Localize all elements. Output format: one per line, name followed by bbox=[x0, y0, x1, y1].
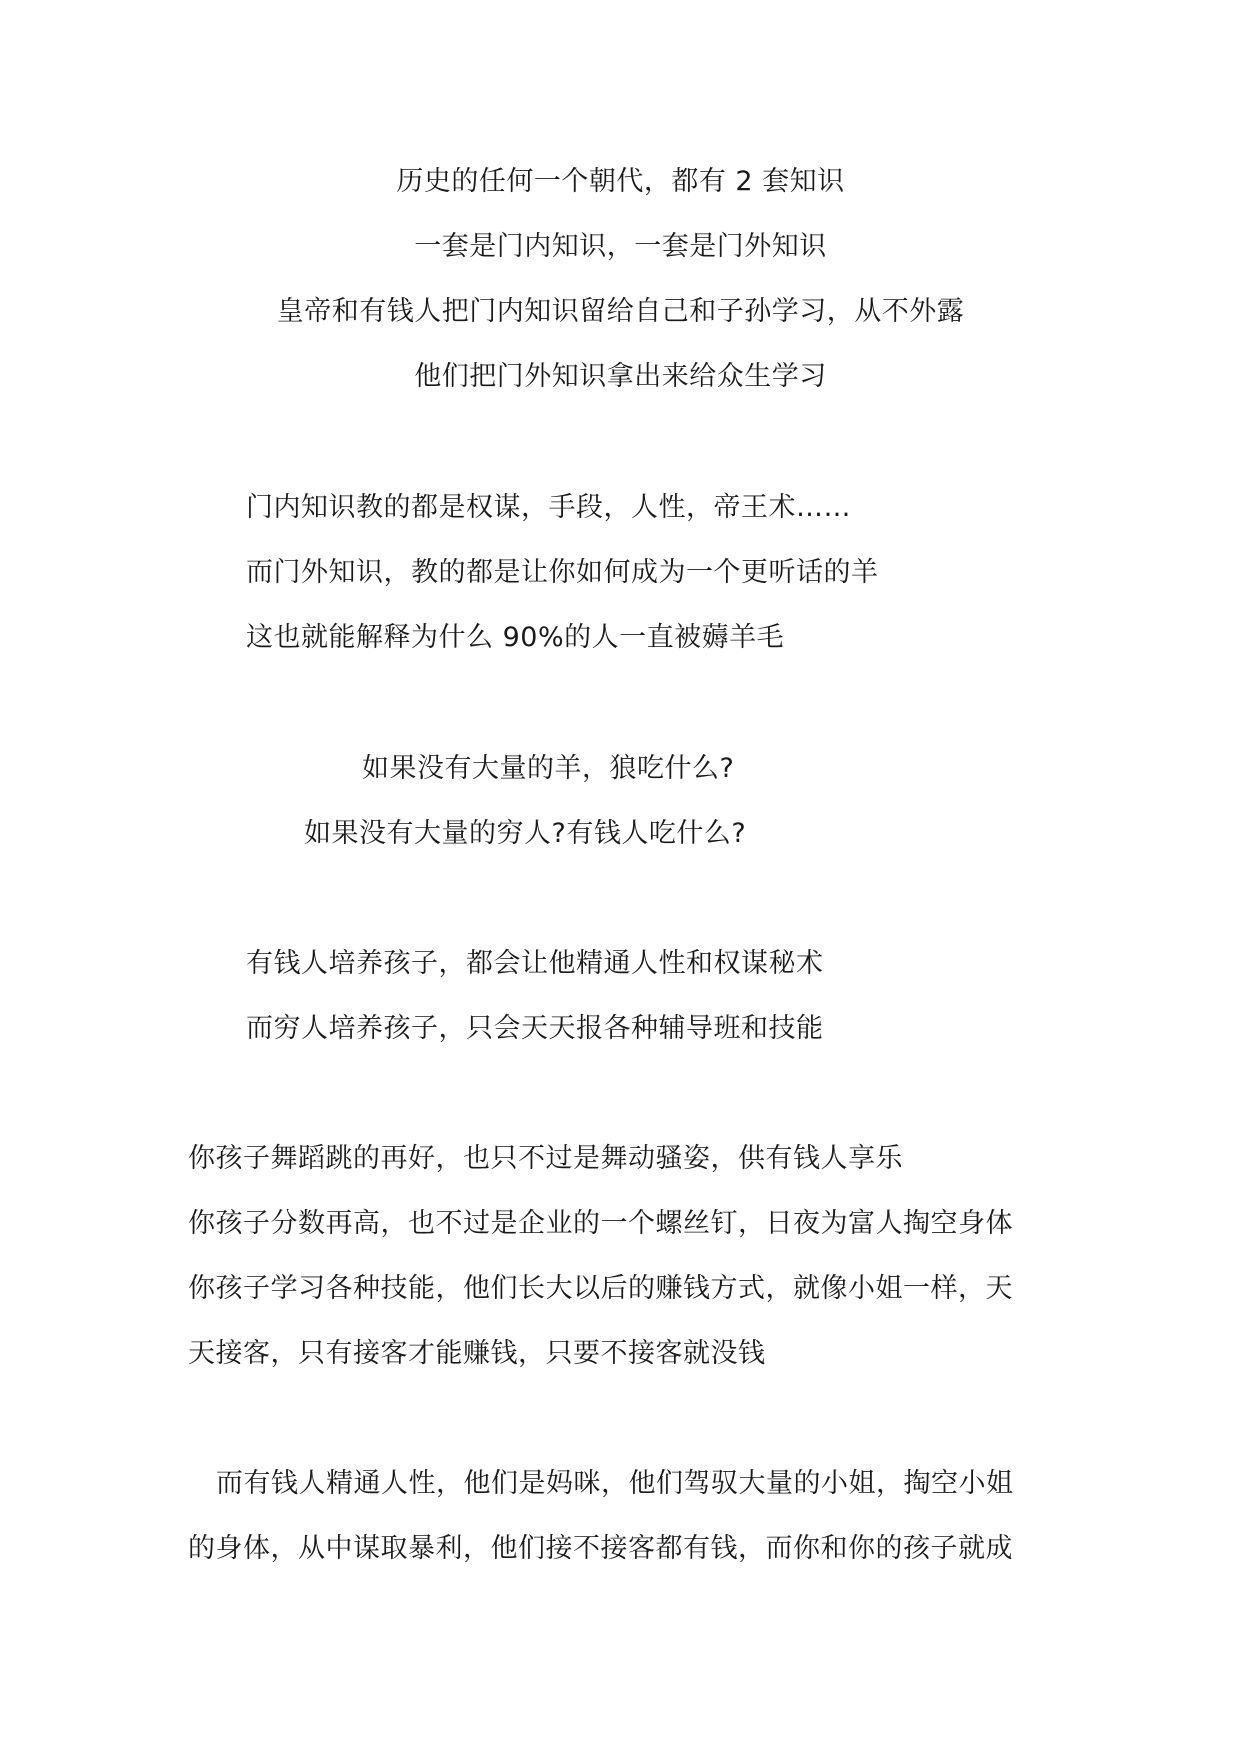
text-line: 皇帝和有钱人把门内知识留给自己和子孙学习，从不外露 bbox=[276, 296, 965, 327]
text-line: 你孩子舞蹈跳的再好，也只不过是舞动骚姿，供有钱人享乐 bbox=[188, 1143, 903, 1174]
text-line: 他们把门外知识拿出来给众生学习 bbox=[414, 361, 827, 392]
text-line: 而穷人培养孩子，只会天天报各种辅导班和技能 bbox=[246, 1013, 824, 1044]
text-line: 的身体，从中谋取暴利，他们接不接客都有钱，而你和你的孩子就成 bbox=[188, 1533, 1013, 1564]
text-line: 如果没有大量的羊，狼吃什么? bbox=[362, 753, 735, 784]
text-line: 这也就能解释为什么 90%的人一直被薅羊毛 bbox=[246, 622, 785, 653]
text-line: 而门外知识，教的都是让你如何成为一个更听话的羊 bbox=[246, 557, 879, 588]
text-line: 你孩子学习各种技能，他们长大以后的赚钱方式，就像小姐一样，天 bbox=[188, 1273, 1013, 1304]
text-line: 门内知识教的都是权谋，手段，人性，帝王术…… bbox=[246, 492, 851, 523]
text-line: 而有钱人精通人性，他们是妈咪，他们驾驭大量的小姐，掏空小姐 bbox=[216, 1468, 1014, 1499]
text-line: 你孩子分数再高，也不过是企业的一个螺丝钉，日夜为富人掏空身体 bbox=[188, 1208, 1013, 1239]
text-line: 历史的任何一个朝代，都有 2 套知识 bbox=[396, 166, 845, 197]
text-line: 一套是门内知识，一套是门外知识 bbox=[414, 231, 827, 262]
text-line: 天接客，只有接客才能赚钱，只要不接客就没钱 bbox=[188, 1338, 766, 1369]
text-line: 有钱人培养孩子，都会让他精通人性和权谋秘术 bbox=[246, 948, 824, 979]
text-line: 如果没有大量的穷人?有钱人吃什么? bbox=[304, 818, 747, 849]
